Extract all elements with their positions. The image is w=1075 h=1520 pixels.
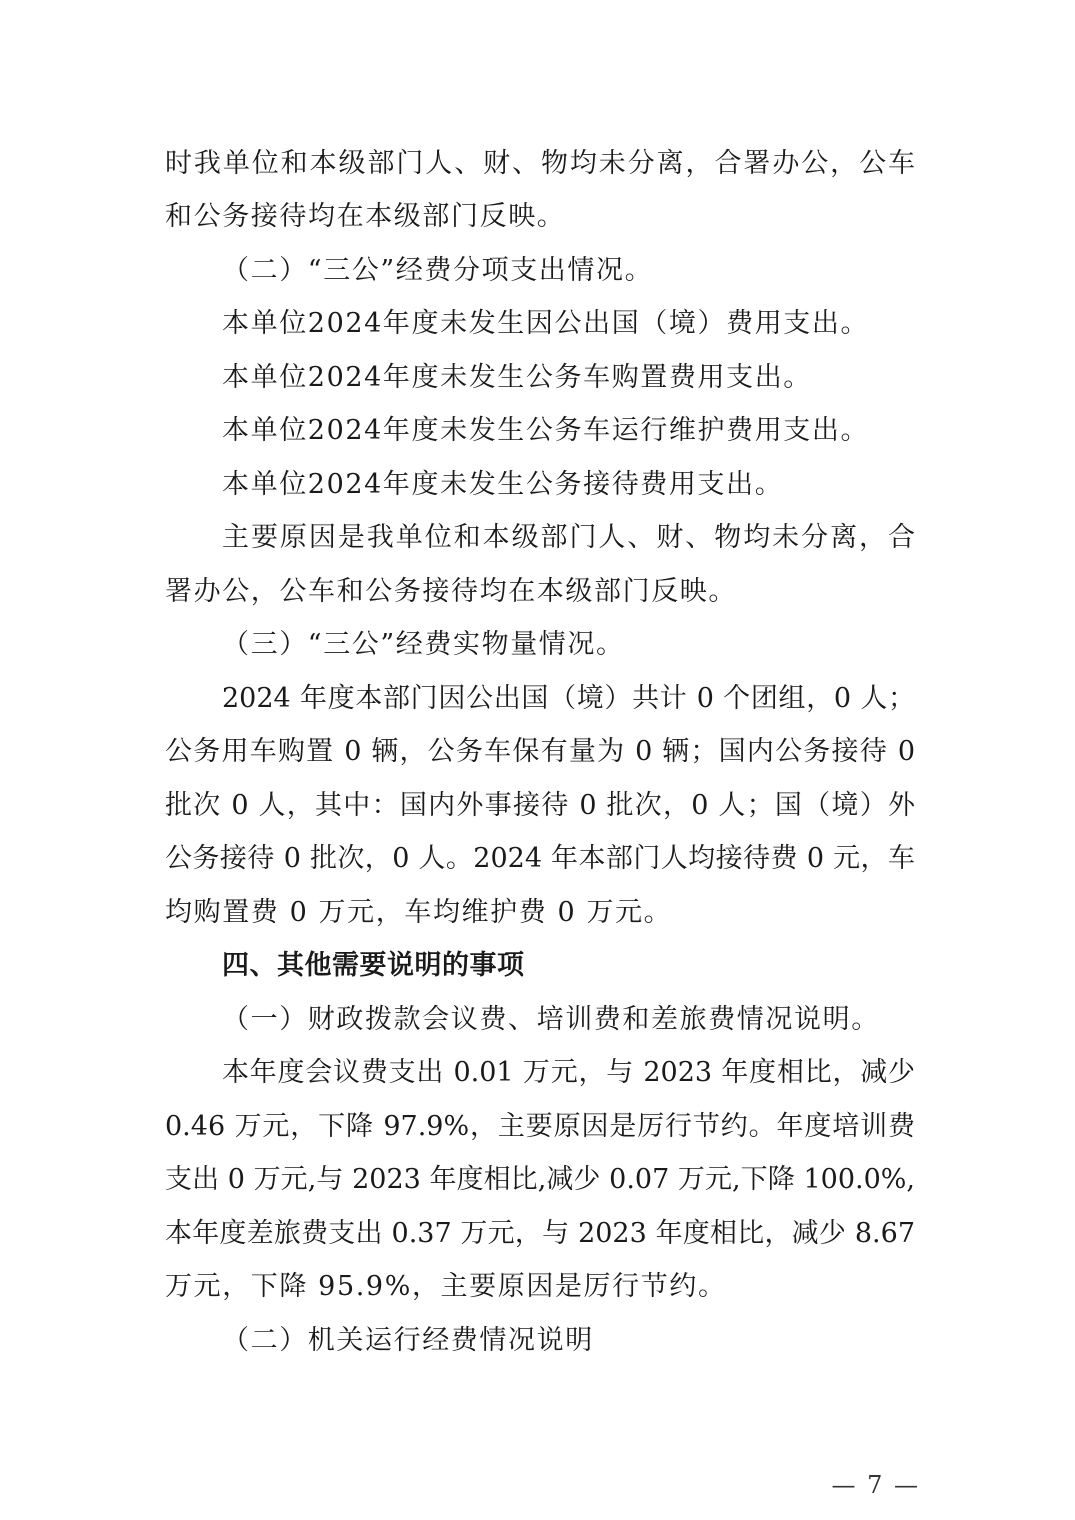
paragraph-quantity-line-4: 公务接待 0 批次，0 人。2024 年本部门人均接待费 0 元，车 [165, 843, 915, 874]
paragraph-quantity-line-3: 批次 0 人，其中：国内外事接待 0 批次，0 人；国（境）外 [165, 790, 915, 821]
paragraph-vehicle-purchase: 本单位2024年度未发生公务车购置费用支出。 [222, 362, 812, 393]
paragraph-quantity-line-5: 均购置费 0 万元，车均维护费 0 万元。 [165, 897, 673, 928]
paragraph-line-continuation: 时我单位和本级部门人、财、物均未分离，合署办公，公车 [165, 148, 915, 179]
section-heading-other-matters: 四、其他需要说明的事项 [222, 950, 525, 981]
paragraph-quantity-line-2: 公务用车购置 0 辆，公务车保有量为 0 辆；国内公务接待 0 [165, 736, 915, 767]
paragraph-expenses-line-1: 本年度会议费支出 0.01 万元，与 2023 年度相比，减少 [222, 1057, 915, 1088]
paragraph-overseas-travel: 本单位2024年度未发生因公出国（境）费用支出。 [222, 308, 870, 339]
paragraph-quantity-line-1: 2024 年度本部门因公出国（境）共计 0 个团组，0 人； [222, 683, 915, 714]
subsection-heading-operating-expenses: （二）机关运行经费情况说明 [222, 1325, 594, 1356]
subsection-heading-physical-quantity: （三）“三公”经费实物量情况。 [222, 629, 625, 660]
subsection-heading-meeting-training-travel: （一）财政拨款会议费、培训费和差旅费情况说明。 [222, 1004, 880, 1035]
paragraph-expenses-line-4: 本年度差旅费支出 0.37 万元，与 2023 年度相比，减少 8.67 [165, 1218, 915, 1249]
page-number: — 7 — [831, 1471, 920, 1499]
paragraph-expenses-line-2: 0.46 万元，下降 97.9%，主要原因是厉行节约。年度培训费 [165, 1111, 915, 1142]
paragraph-main-reason-line-1: 主要原因是我单位和本级部门人、财、物均未分离，合 [222, 522, 915, 553]
paragraph-vehicle-maintenance: 本单位2024年度未发生公务车运行维护费用支出。 [222, 415, 870, 446]
subsection-heading-itemized-expenses: （二）“三公”经费分项支出情况。 [222, 255, 654, 286]
paragraph-main-reason-line-2: 署办公，公车和公务接待均在本级部门反映。 [165, 576, 737, 607]
paragraph-reception: 本单位2024年度未发生公务接待费用支出。 [222, 469, 784, 500]
paragraph-expenses-line-5: 万元，下降 95.9%，主要原因是厉行节约。 [165, 1271, 727, 1302]
paragraph-line-continuation-end: 和公务接待均在本级部门反映。 [165, 201, 566, 232]
paragraph-expenses-line-3: 支出 0 万元,与 2023 年度相比,减少 0.07 万元,下降 100.0%, [165, 1164, 915, 1195]
